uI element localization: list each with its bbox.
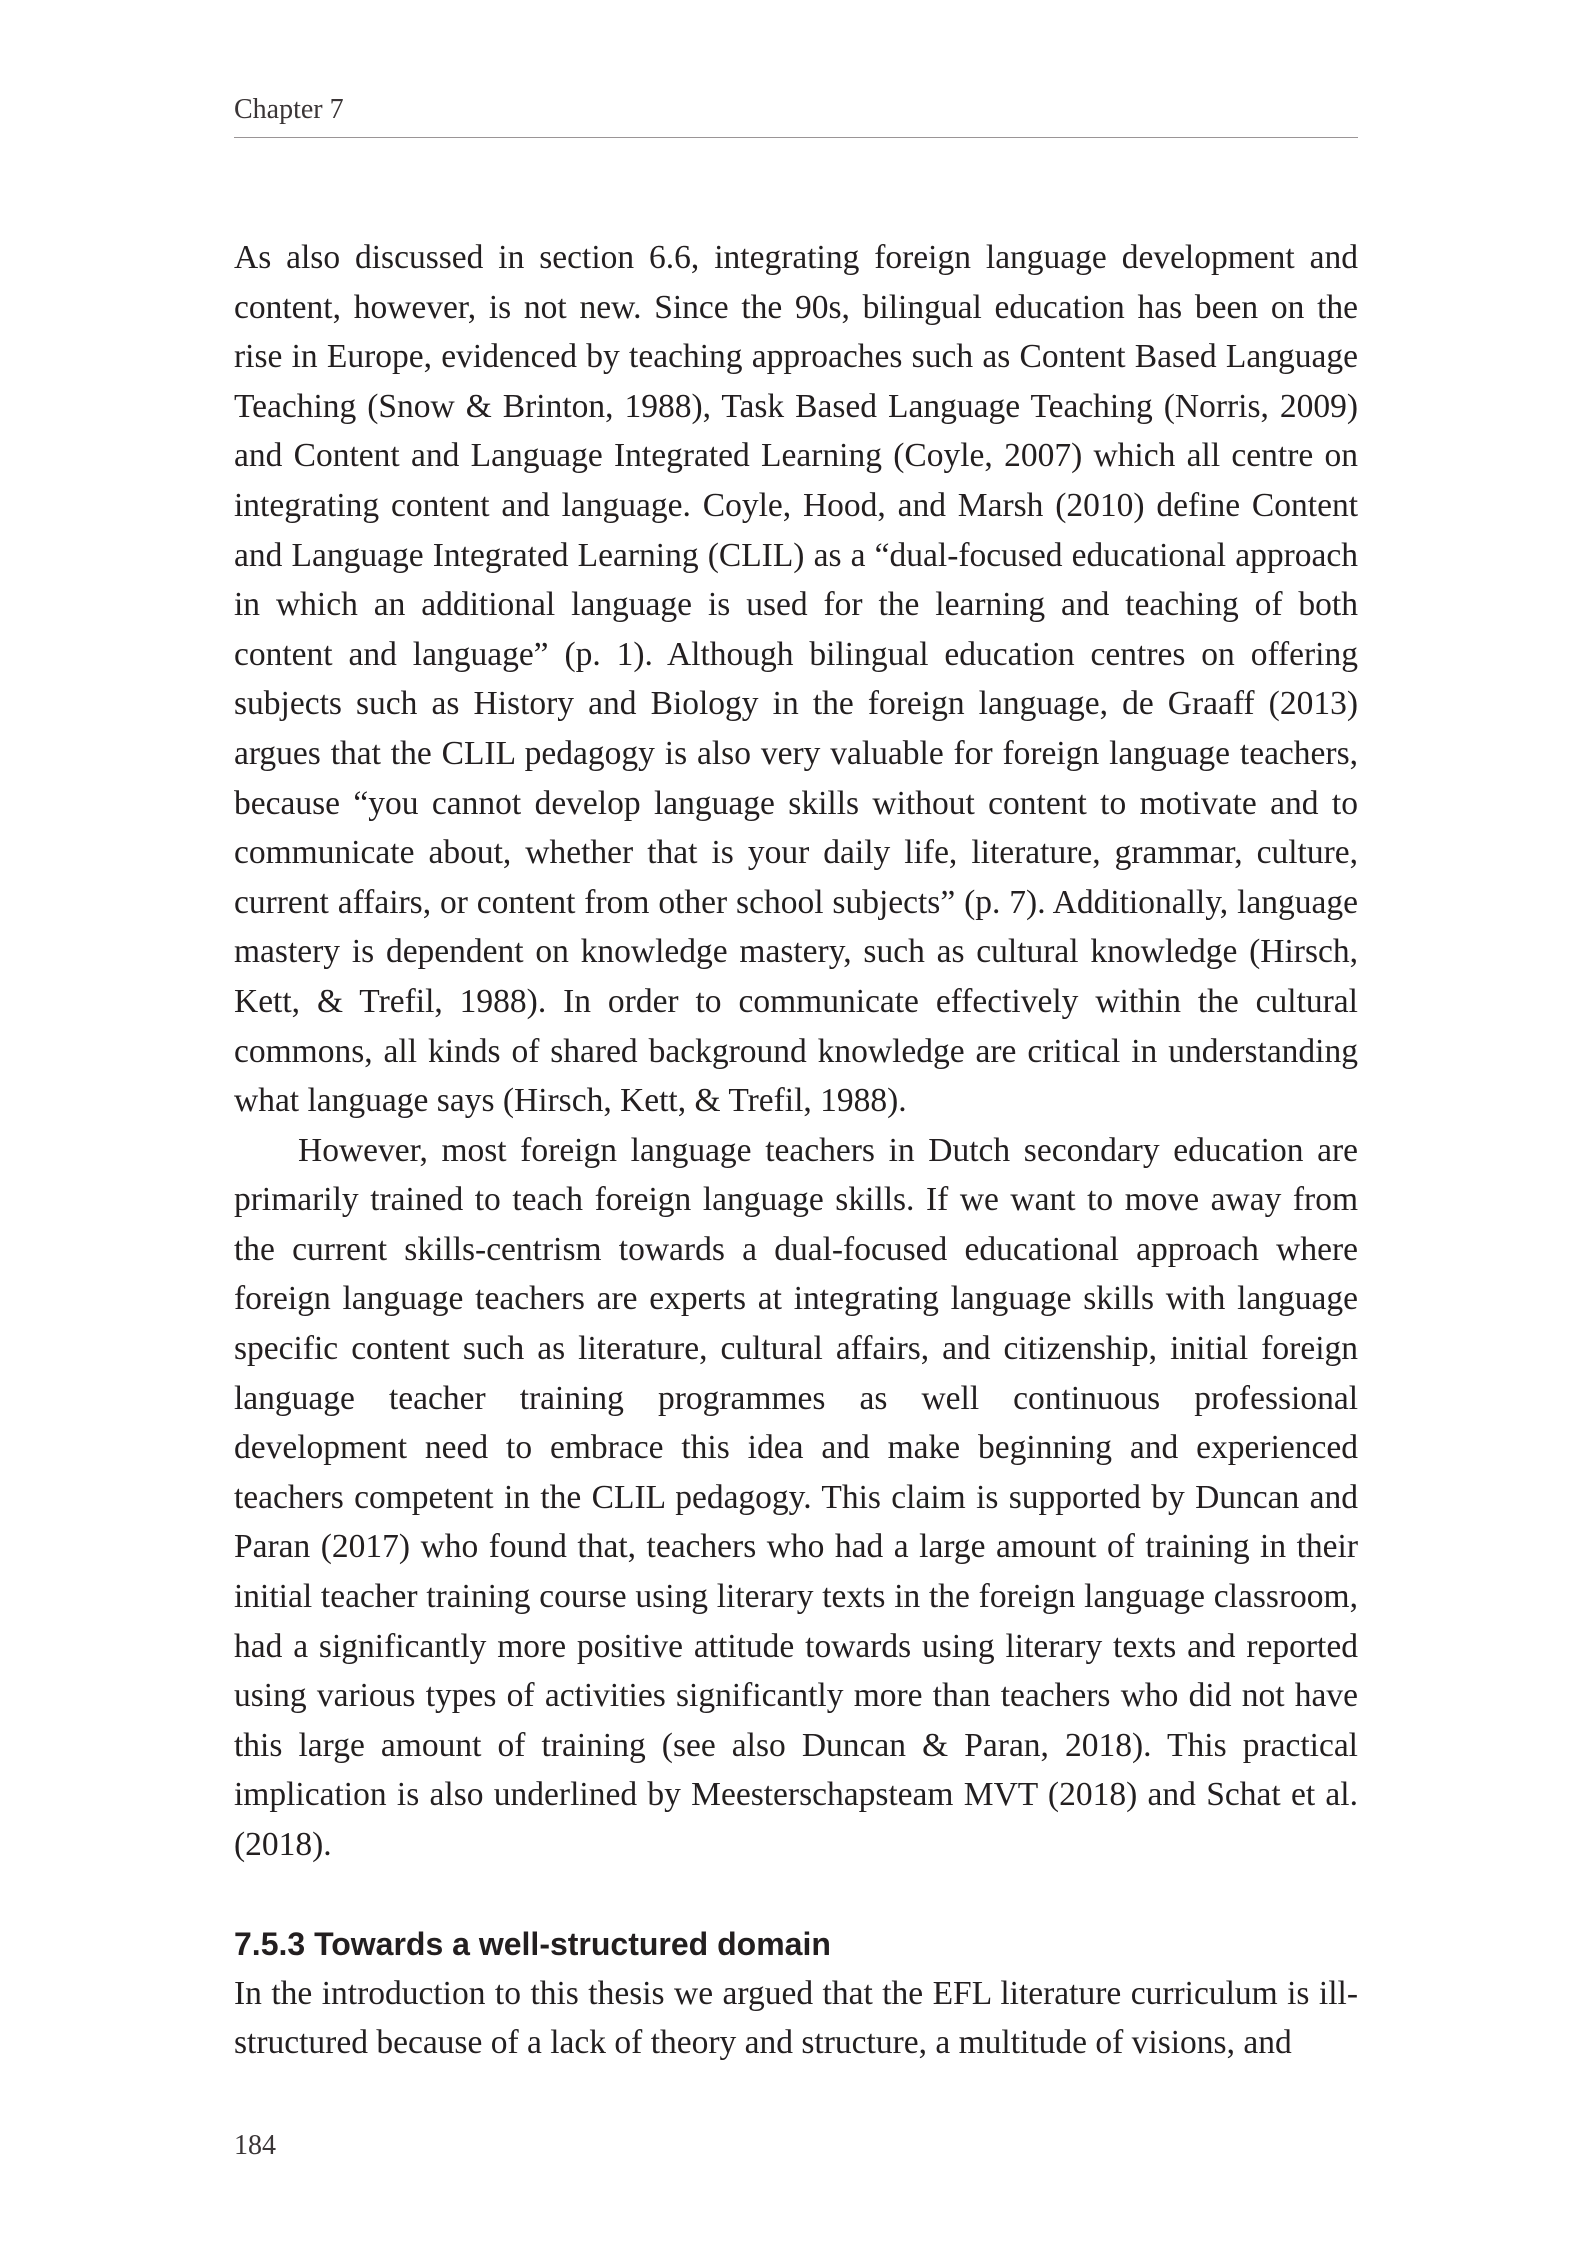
page-number: 184 (234, 2130, 276, 2161)
section-heading: 7.5.3 Towards a well-structured domain (234, 1925, 831, 1962)
paragraph-2: However, most foreign language teachers in Dutch secondary education are primarily trained to teach foreign language skills. If we want to move away from the current skills-centrism towards a dual-focused educational approach where foreign language teachers are experts at integrating language skills with language specific content such as literature, cultural affairs, and citizenship, initial foreign language teacher training programmes as well continuous professional development need to embrace this idea and make beginning and experienced teachers competent in the CLIL pedagogy. This claim is supported by Duncan and Paran (2017) who found that, teachers who had a large amount of training in their initial teacher training course using literary texts in the foreign language classroom, had a significantly more positive attitude towards using literary texts and reported using various types of activities significantly more than teachers who did not have this large amount of training (see also Duncan & Paran, 2018). This practical implication is also underlined by Meesterschapsteam MVT (2018) and Schat et al. (2018). (234, 1131, 1358, 1863)
body-text (234, 233, 1358, 2068)
paragraph-1: As also discussed in section 6.6, integrating foreign language development and content, however, is not new. Since the 90s, bilingual education has been on the rise in Europe, evidenced by teaching approaches such as Content Based Language Teaching (Snow & Brinton, 1988), Task Based Language Teaching (Norris, 2009) and Content and Language Integrated Learning (Coyle, 2007) which all centre on integrating content and language. Coyle, Hood, and Marsh (2010) define Content and Language Integrated Learning (CLIL) as a “dual-focused educational approach in which an additional language is used for the learning and teaching of both content and language” (p. 1). Although bilingual education centres on offering subjects such as History and Biology in the foreign language, de Graaff (2013) argues that the CLIL pedagogy is also very valuable for foreign language teachers, because “you cannot develop language skills without content to motivate and to communicate about, whether that is your daily life, literature, grammar, culture, current affairs, or content from other school subjects” (p. 7). Additionally, language mastery is dependent on knowledge mastery, such as cultural knowledge (Hirsch, Kett, & Trefil, 1988). In order to communicate effectively within the cultural commons, all kinds of shared background knowledge are critical in understanding what language says (Hirsch, Kett, & Trefil, 1988). (234, 239, 1358, 1120)
paragraph-3: In the introduction to this thesis we argued that the EFL literature curriculum is ill-structured because of a lack of theory and structure, a multitude of visions, and (234, 1974, 1358, 2062)
running-head: Chapter 7 (234, 94, 344, 125)
header-rule (234, 137, 1358, 138)
